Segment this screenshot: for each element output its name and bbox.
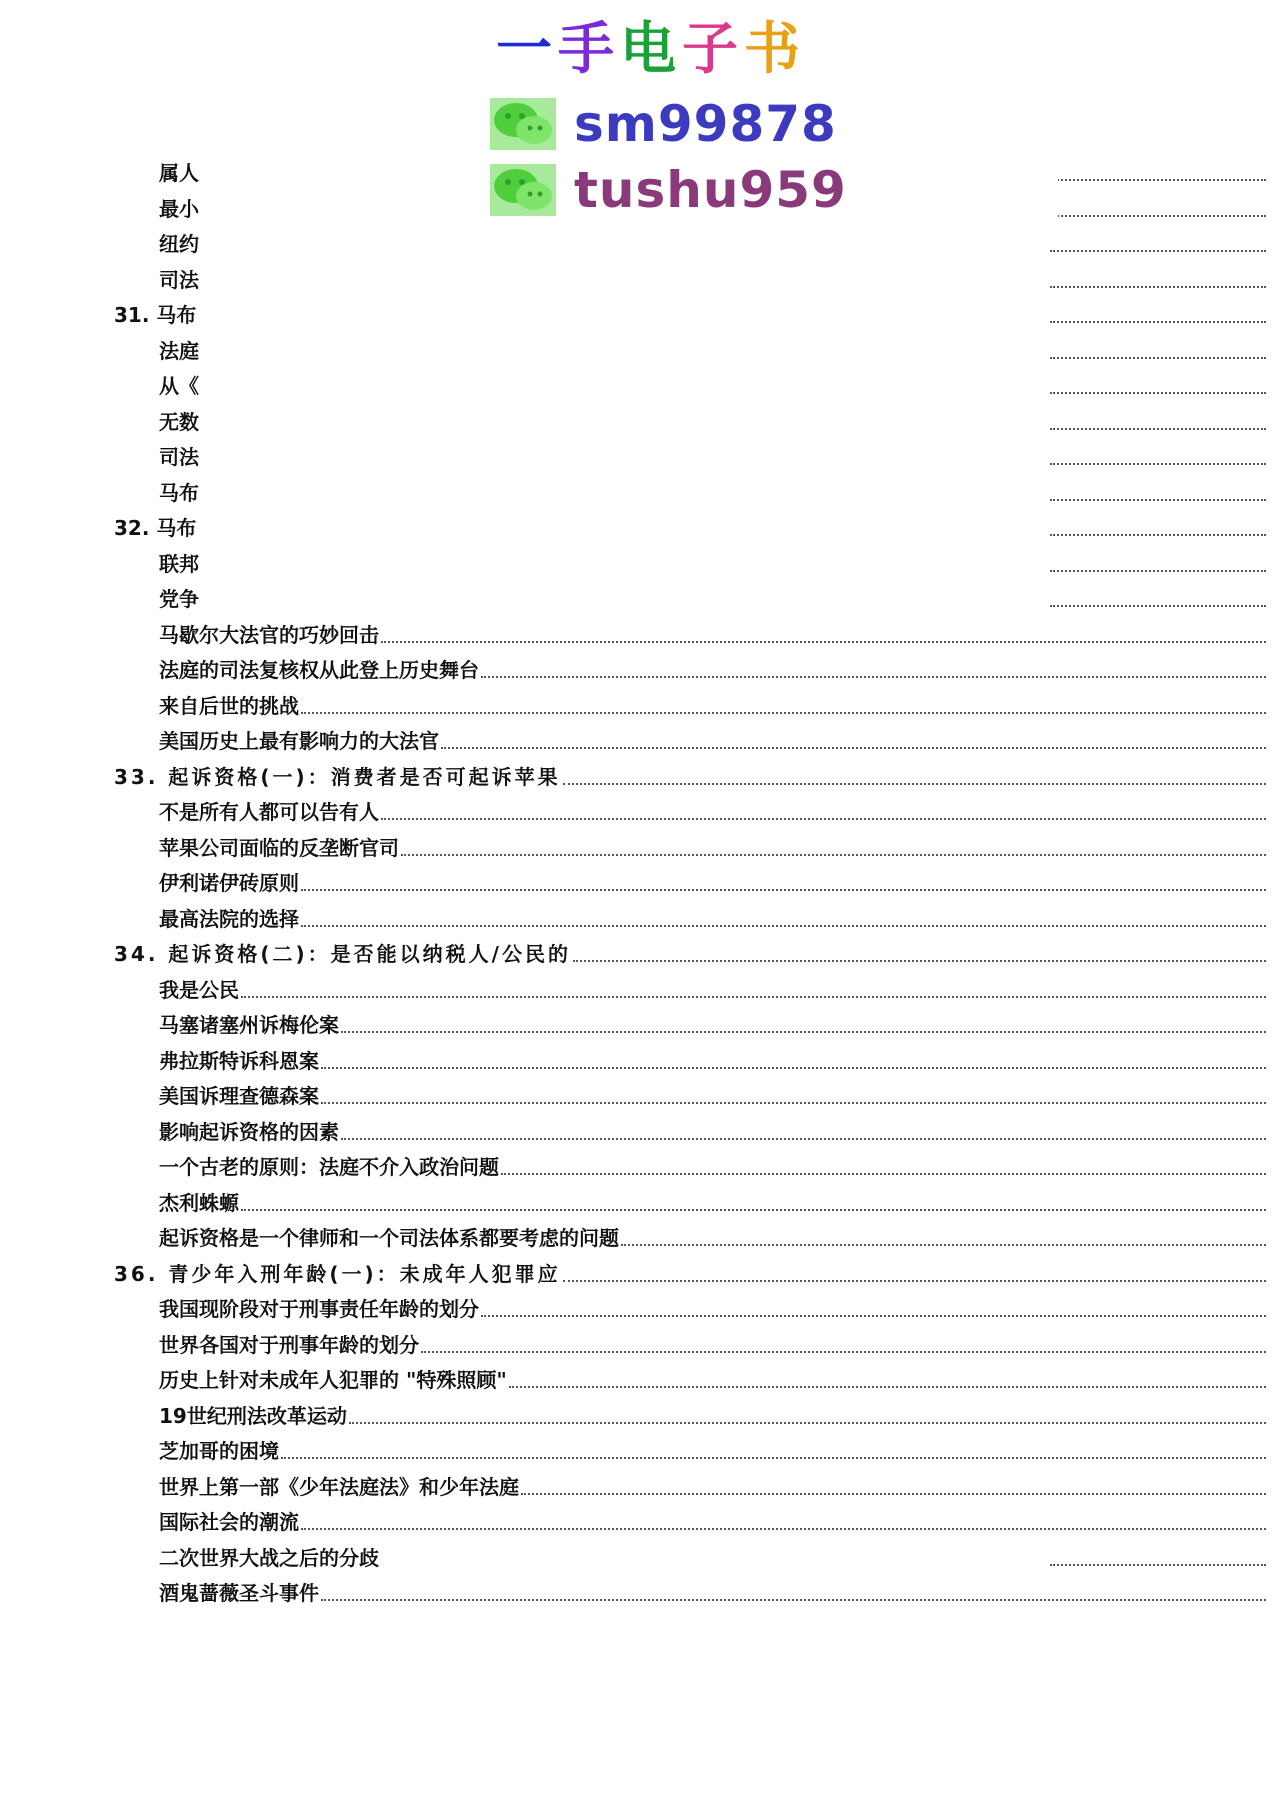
toc-leader-dots <box>341 1138 1266 1140</box>
toc-section-title: 历史上针对未成年人犯罪的 "特殊照顾" <box>159 1368 507 1392</box>
toc-leader-dots <box>1050 321 1266 323</box>
toc-section-row <box>0 1117 1272 1147</box>
toc-leader-dots <box>563 783 1266 785</box>
toc-leader-dots <box>1050 392 1266 394</box>
toc-leader-dots <box>301 1528 1266 1530</box>
toc-section-title: 来自后世的挑战 <box>159 693 299 718</box>
toc-leader-dots <box>1050 357 1266 359</box>
toc-section-row <box>0 1507 1272 1537</box>
toc-section-title: 法庭 <box>159 338 199 363</box>
toc-section-row <box>0 1223 1272 1253</box>
toc-chapter-title: 31. 马布 <box>114 303 197 327</box>
toc-leader-dots <box>1050 286 1266 288</box>
toc-leader-dots <box>241 996 1266 998</box>
toc-leader-dots <box>321 1102 1266 1104</box>
toc-section-row <box>0 478 1272 508</box>
toc-leader-dots <box>1050 1564 1266 1566</box>
toc-leader-dots <box>573 960 1266 962</box>
toc-leader-dots <box>341 1031 1266 1033</box>
toc-leader-dots <box>521 1493 1266 1495</box>
toc-leader-dots <box>481 1315 1266 1317</box>
toc-section-row <box>0 1330 1272 1360</box>
toc-leader-dots <box>1050 428 1266 430</box>
toc-section-title: 无数 <box>159 409 199 434</box>
toc-section-title: 起诉资格是一个律师和一个司法体系都要考虑的问题 <box>159 1226 619 1250</box>
toc-section-title: 美国历史上最有影响力的大法官 <box>159 729 439 753</box>
toc-section-title: 美国诉理查德森案 <box>159 1084 319 1108</box>
toc-section-title: 不是所有人都可以告有人 <box>159 800 379 824</box>
toc-section-row <box>0 1436 1272 1466</box>
toc-section-row <box>0 1152 1272 1182</box>
toc-section-row <box>0 442 1272 472</box>
toc-leader-dots <box>1050 605 1266 607</box>
toc-section-title: 司法 <box>159 267 199 292</box>
toc-leader-dots <box>381 641 1266 643</box>
wechat-icon <box>490 164 556 216</box>
watermark-title-char: 书 <box>744 17 806 82</box>
toc-leader-dots <box>1050 179 1266 181</box>
toc-section-title: 马布 <box>159 480 199 505</box>
toc-leader-dots <box>349 1422 1266 1424</box>
toc-section-title: 党争 <box>159 587 199 611</box>
toc-section-row <box>0 1046 1272 1076</box>
toc-section-title: 联邦 <box>159 551 199 576</box>
toc-leader-dots <box>321 1599 1266 1601</box>
toc-section-row <box>0 584 1272 614</box>
toc-leader-dots <box>1050 463 1266 465</box>
toc-leader-dots <box>1050 570 1266 572</box>
toc-section-title: 世界各国对于刑事年龄的划分 <box>159 1332 419 1357</box>
toc-section-row <box>0 1472 1272 1502</box>
toc-section-row <box>0 726 1272 756</box>
toc-section-title: 从《 <box>159 374 199 398</box>
toc-section-title: 马歇尔大法官的巧妙回击 <box>159 622 379 647</box>
toc-section-row <box>0 265 1272 295</box>
toc-section-row <box>0 1401 1272 1431</box>
toc-leader-dots <box>441 747 1266 749</box>
toc-chapter-title: 36. 青少年入刑年龄(一)：未成年人犯罪应 <box>114 1261 561 1286</box>
toc-section-row <box>0 407 1272 437</box>
toc-chapter-row <box>0 939 1272 969</box>
toc-section-row <box>0 1081 1272 1111</box>
toc-leader-dots <box>321 1067 1266 1069</box>
toc-section-title: 一个古老的原则：法庭不介入政治问题 <box>159 1155 499 1179</box>
toc-section-title: 我国现阶段对于刑事责任年龄的划分 <box>159 1297 479 1321</box>
watermark-title-char: 手 <box>558 17 620 82</box>
toc-section-title: 芝加哥的困境 <box>159 1439 279 1463</box>
toc-section-row <box>0 655 1272 685</box>
toc-section-title: 法庭的司法复核权从此登上历史舞台 <box>159 658 479 682</box>
toc-leader-dots <box>481 676 1266 678</box>
toc-section-row <box>0 868 1272 898</box>
toc-section-row <box>0 1010 1272 1040</box>
toc-leader-dots <box>501 1173 1266 1175</box>
watermark-id-1: sm99878 <box>574 95 837 153</box>
toc-chapter-title: 34. 起诉资格(二)：是否能以纳税人/公民的 <box>114 942 571 966</box>
toc-chapter-title: 32. 马布 <box>114 516 197 540</box>
toc-leader-dots <box>401 854 1266 856</box>
toc-leader-dots <box>281 1457 1266 1459</box>
toc-section-row <box>0 691 1272 721</box>
watermark-id-2: tushu959 <box>574 161 847 219</box>
toc-section-row <box>0 797 1272 827</box>
toc-chapter-row <box>0 513 1272 543</box>
toc-section-title: 我是公民 <box>159 977 239 1002</box>
toc-section-row <box>0 1543 1272 1573</box>
toc-leader-dots <box>301 889 1266 891</box>
toc-leader-dots <box>1050 499 1266 501</box>
toc-section-title: 属人 <box>159 161 199 185</box>
toc-section-row <box>0 229 1272 259</box>
toc-leader-dots <box>381 818 1266 820</box>
toc-leader-dots <box>1050 250 1266 252</box>
toc-section-title: 马塞诸塞州诉梅伦案 <box>159 1013 339 1037</box>
toc-section-title: 19世纪刑法改革运动 <box>159 1403 347 1428</box>
toc-section-title: 苹果公司面临的反垄断官司 <box>159 835 399 860</box>
watermark-title <box>496 14 806 86</box>
watermark-stamp <box>478 14 1058 229</box>
toc-leader-dots <box>621 1244 1266 1246</box>
toc-section-row <box>0 371 1272 401</box>
toc-leader-dots <box>1050 534 1266 536</box>
wechat-icon <box>490 98 556 150</box>
toc-section-title: 二次世界大战之后的分歧 <box>159 1545 379 1570</box>
toc-section-title: 弗拉斯特诉科恩案 <box>159 1048 319 1073</box>
toc-section-row <box>0 975 1272 1005</box>
toc-section-row <box>0 1294 1272 1324</box>
toc-leader-dots <box>421 1351 1266 1353</box>
toc-leader-dots <box>509 1386 1266 1388</box>
watermark-title-char: 子 <box>682 17 744 82</box>
toc-chapter-row <box>0 300 1272 330</box>
toc-section-title: 影响起诉资格的因素 <box>159 1119 339 1144</box>
toc-section-row <box>0 1578 1272 1608</box>
toc-section-title: 国际社会的潮流 <box>159 1510 299 1534</box>
toc-section-title: 最小 <box>159 196 199 221</box>
toc-section-title: 世界上第一部《少年法庭法》和少年法庭 <box>159 1474 519 1499</box>
toc-section-title: 伊利诺伊砖原则 <box>159 871 299 895</box>
toc-section-title: 最高法院的选择 <box>159 906 299 931</box>
toc-chapter-row <box>0 762 1272 792</box>
toc-section-title: 杰利蛛螈 <box>159 1190 239 1215</box>
toc-section-row <box>0 1365 1272 1395</box>
toc-section-row <box>0 549 1272 579</box>
toc-section-title: 酒鬼蔷薇圣斗事件 <box>159 1581 319 1605</box>
toc-section-row <box>0 904 1272 934</box>
toc-section-title: 纽约 <box>159 232 199 256</box>
toc-leader-dots <box>301 712 1266 714</box>
watermark-title-char: 一 <box>496 17 558 82</box>
toc-leader-dots <box>301 925 1266 927</box>
toc-leader-dots <box>563 1280 1266 1282</box>
toc-section-row <box>0 1188 1272 1218</box>
toc-section-row <box>0 620 1272 650</box>
toc-leader-dots <box>241 1209 1266 1211</box>
toc-leader-dots <box>1050 215 1266 217</box>
toc-chapter-row <box>0 1259 1272 1289</box>
toc-chapter-title: 33. 起诉资格(一)：消费者是否可起诉苹果 <box>114 764 561 789</box>
watermark-title-char: 电 <box>620 17 682 82</box>
toc-section-row <box>0 833 1272 863</box>
toc-section-title: 司法 <box>159 445 199 469</box>
toc-section-row <box>0 336 1272 366</box>
